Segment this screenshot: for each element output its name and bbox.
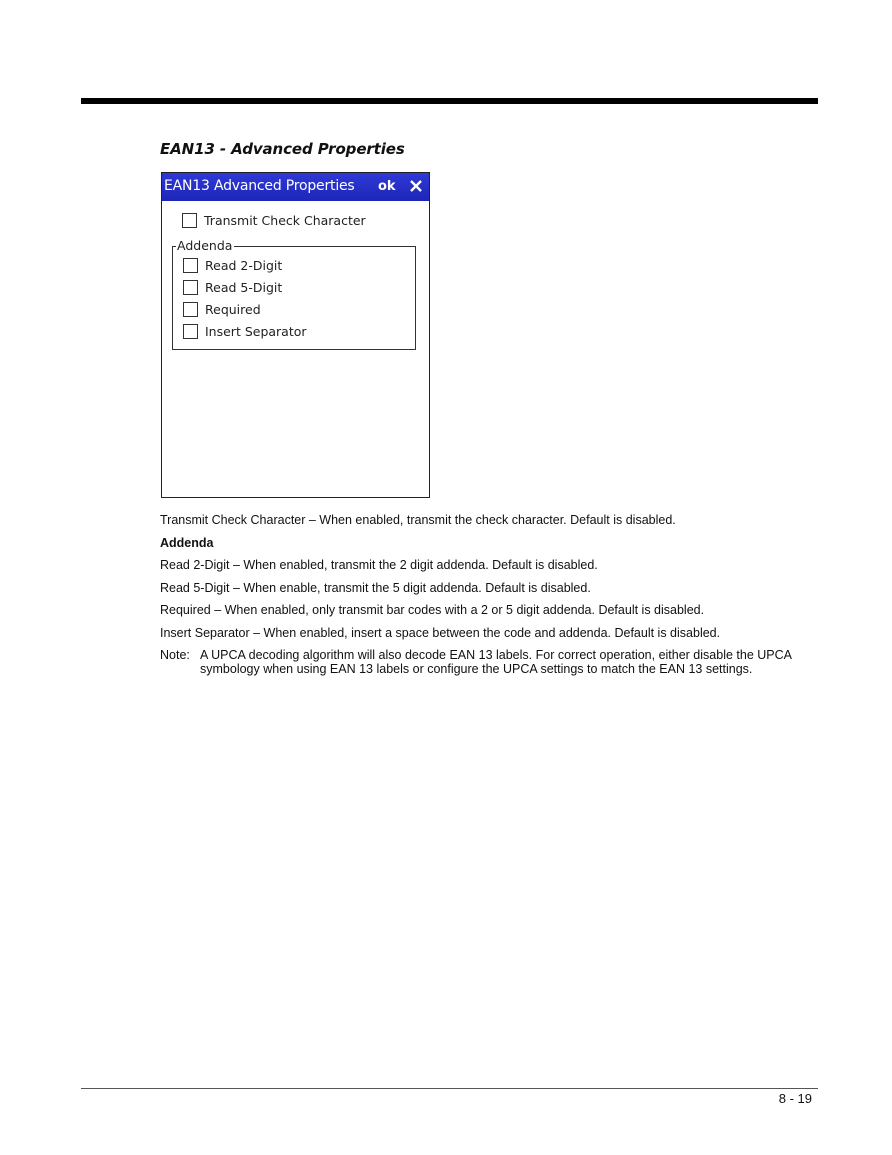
footer-rule <box>81 1088 818 1089</box>
read-5-digit-description: Read 5-Digit – When enable, transmit the 5 digit addenda. Default is disabled. <box>160 581 591 595</box>
checkbox-box[interactable] <box>183 280 198 295</box>
checkbox-label: Read 2-Digit <box>205 258 283 273</box>
checkbox-label: Transmit Check Character <box>204 213 366 228</box>
transmit-check-description: Transmit Check Character – When enabled, transmit the check character. Default is disabled. <box>160 513 676 527</box>
read-5-digit-checkbox[interactable] <box>183 280 282 295</box>
dialog-title: EAN13 Advanced Properties <box>164 178 355 194</box>
page-number: 8 - 19 <box>778 1091 812 1106</box>
read-2-digit-description: Read 2-Digit – When enabled, transmit the 2 digit addenda. Default is disabled. <box>160 558 598 572</box>
dialog-titlebar <box>162 173 429 201</box>
addenda-heading: Addenda <box>160 536 214 550</box>
checkbox-box[interactable] <box>183 258 198 273</box>
note-text: A UPCA decoding algorithm will also decode EAN 13 labels. For correct operation, either disable the UPCA symbology when using EAN 13 labels or configure the UPCA settings to match the EAN 13 settings. <box>200 648 792 676</box>
checkbox-box[interactable] <box>183 302 198 317</box>
checkbox-label: Insert Separator <box>205 324 307 339</box>
ok-button[interactable]: ok <box>378 179 396 194</box>
transmit-check-checkbox[interactable] <box>182 213 366 228</box>
read-2-digit-checkbox[interactable] <box>183 258 282 273</box>
insert-separator-description: Insert Separator – When enabled, insert a space between the code and addenda. Default is disabled. <box>160 626 721 640</box>
checkbox-label: Read 5-Digit <box>205 280 283 295</box>
checkbox-box[interactable] <box>182 213 197 228</box>
checkbox-box[interactable] <box>183 324 198 339</box>
insert-separator-checkbox[interactable] <box>183 324 307 339</box>
checkbox-label: Required <box>205 302 261 317</box>
ean13-properties-dialog <box>161 172 430 498</box>
close-icon[interactable] <box>407 176 425 196</box>
addenda-group-legend: Addenda <box>177 238 233 253</box>
required-checkbox[interactable] <box>183 302 261 317</box>
required-description: Required – When enabled, only transmit bar codes with a 2 or 5 digit addenda. Default is disabled. <box>160 603 705 617</box>
section-heading: EAN13 - Advanced Properties <box>160 140 405 158</box>
header-rule <box>81 98 818 104</box>
note-label: Note: <box>160 648 190 662</box>
